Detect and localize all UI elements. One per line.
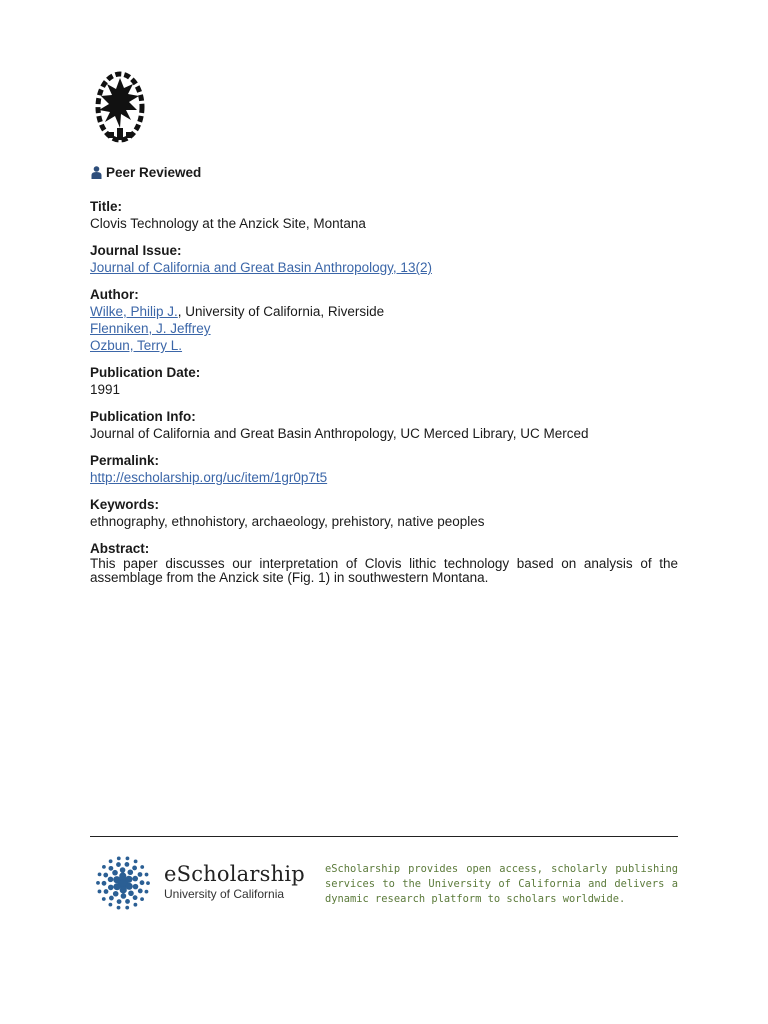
abstract-field (90, 540, 678, 584)
title-field (90, 198, 678, 232)
peer-reviewed-label: Peer Reviewed (106, 165, 202, 180)
journal-issue-field (90, 242, 678, 276)
author-affiliation: , University of California, Riverside (177, 304, 385, 319)
escholarship-brand (164, 862, 305, 901)
logo-dot (126, 883, 133, 890)
author-link[interactable]: Ozbun, Terry L. (90, 338, 183, 353)
logo-dot (146, 881, 150, 885)
person-icon (91, 166, 102, 179)
logo-dot (102, 865, 106, 869)
keywords-field (90, 496, 678, 530)
logo-dot (113, 876, 120, 883)
logo-dot (117, 856, 121, 860)
permalink-link[interactable]: http://escholarship.org/uc/item/1gr0p7t5 (90, 470, 328, 485)
author-link[interactable]: Wilke, Philip J. (90, 304, 178, 319)
metadata-fields (90, 198, 678, 594)
logo-dot (125, 876, 132, 883)
logo-dot (133, 895, 138, 900)
logo-dot (140, 897, 144, 901)
logo-dot (109, 866, 114, 871)
logo-dot (127, 869, 133, 875)
brand-subtitle: University of California (164, 887, 285, 901)
logo-dot (128, 890, 134, 896)
logo-dot (133, 903, 137, 907)
logo-dot (102, 881, 107, 886)
logo-dot (120, 886, 127, 893)
logo-dot (98, 890, 102, 894)
logo-dot (134, 860, 138, 864)
logo-dot (96, 881, 100, 885)
logo-dot (132, 876, 138, 882)
author-label: Author: (90, 287, 139, 302)
journal-issue-link[interactable]: Journal of California and Great Basin Anthropology, 13(2) (90, 260, 432, 275)
author-line (90, 337, 678, 354)
logo-dot (103, 873, 108, 878)
keywords-label: Keywords: (90, 497, 160, 512)
logo-dot (109, 896, 114, 901)
uc-seal-logo (93, 70, 147, 144)
logo-dot (140, 865, 144, 869)
footer-divider (90, 836, 678, 837)
escholarship-logo-icon (93, 853, 153, 913)
logo-dot (108, 877, 114, 883)
author-link[interactable]: Flenniken, J. Jeffrey (90, 321, 211, 336)
logo-dot (145, 890, 149, 894)
logo-dot (138, 889, 143, 894)
logo-dot (116, 862, 121, 867)
logo-dot (133, 884, 139, 890)
author-line (90, 320, 678, 337)
logo-dot (117, 899, 122, 904)
logo-dot (102, 897, 106, 901)
logo-dot (108, 903, 112, 907)
logo-dot (112, 870, 118, 876)
logo-dot (113, 883, 120, 890)
logo-dot (138, 872, 143, 877)
logo-dot (132, 866, 137, 871)
publication-info-label: Publication Info: (90, 409, 196, 424)
logo-dot (126, 857, 130, 861)
journal-issue-label: Journal Issue: (90, 243, 182, 258)
logo-dot (120, 867, 126, 873)
brand-name: eScholarship (164, 862, 305, 886)
publication-date-value: 1991 (90, 382, 121, 397)
logo-dot (121, 893, 127, 899)
logo-dot (125, 899, 130, 904)
permalink-field (90, 452, 678, 486)
logo-dot (113, 891, 119, 897)
logo-dot (117, 906, 121, 910)
author-line (90, 303, 678, 320)
logo-dot (108, 885, 114, 891)
abstract-text: This paper discusses our interpretation of Clovis lithic technology based on analysis of the assemblage from the Anzick site (Fig. 1) in southwestern Montana. (90, 556, 678, 585)
permalink-label: Permalink: (90, 453, 160, 468)
keywords-value: ethnography, ethnohistory, archaeology, prehistory, native peoples (90, 514, 485, 529)
peer-reviewed-badge (91, 165, 201, 180)
author-field (90, 286, 678, 354)
abstract-label: Abstract: (90, 541, 150, 556)
escholarship-tagline: eScholarship provides open access, scholarly publishing services to the University of California and delivers a dynamic research platform to scholars worldwide. (325, 863, 678, 905)
publication-info-value: Journal of California and Great Basin Anthropology, UC Merced Library, UC Merced (90, 426, 589, 441)
logo-dot (125, 906, 129, 910)
publication-date-field (90, 364, 678, 398)
logo-dot (125, 862, 130, 867)
title-label: Title: (90, 199, 123, 214)
logo-dot (104, 889, 109, 894)
logo-dot (119, 872, 126, 879)
title-value: Clovis Technology at the Anzick Site, Montana (90, 216, 366, 231)
publication-date-label: Publication Date: (90, 365, 201, 380)
logo-dot (145, 873, 149, 877)
logo-dot (140, 880, 145, 885)
logo-dot (98, 872, 102, 876)
publication-info-field (90, 408, 678, 442)
logo-dot (109, 859, 113, 863)
